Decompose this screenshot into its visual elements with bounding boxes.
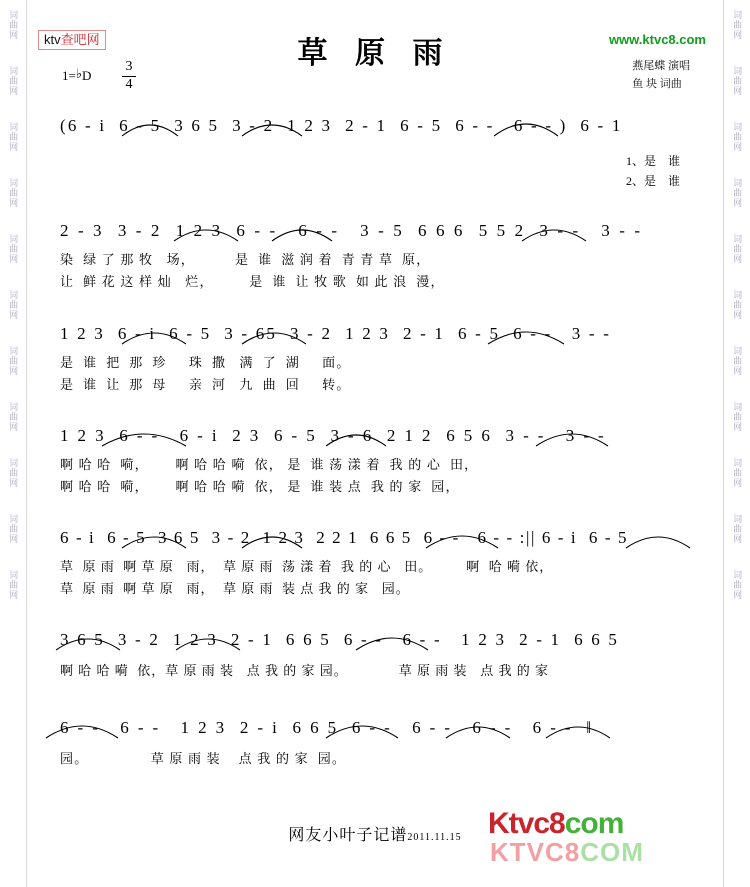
note-line: 6 - - 6 - - 1 2 3 2 - i 6 6 5 6 - - 6 - - 6 - - 6 - - ‖ (60, 718, 594, 737)
footer-logo-top (488, 807, 623, 841)
music-system (26, 522, 724, 596)
lyric-row (26, 660, 724, 682)
note-row (26, 624, 724, 654)
watermark-text: 词曲网 (8, 234, 19, 264)
watermark-text: 词曲网 (8, 178, 19, 208)
watermark-column-left (0, 0, 27, 887)
watermark-text: 词曲网 (8, 402, 19, 432)
music-system (26, 712, 724, 764)
ktv-logo-prefix: ktv (44, 32, 61, 47)
music-system (26, 624, 724, 676)
watermark-text: 词曲网 (732, 290, 743, 320)
watermark-text: 词曲网 (8, 66, 19, 96)
music-system (26, 420, 724, 494)
lyric-row (26, 556, 724, 578)
note-line: 6 - i 6 - 5 3 6 5 3 - 2 1 2 3 2 2 1 6 6 5 6 - - 6 - - :|| 6 - i 6 - 5 (60, 528, 629, 547)
watermark-text: 词曲网 (732, 402, 743, 432)
transcriber-name: 网友小叶子记谱 (288, 827, 408, 844)
watermark-text: 词曲网 (8, 570, 19, 600)
note-row (26, 420, 724, 450)
ktv-logo-suffix: 查吧网 (60, 32, 100, 47)
watermark-text: 词曲网 (732, 346, 743, 376)
watermark-text: 词曲网 (8, 514, 19, 544)
watermark-text: 词曲网 (8, 346, 19, 376)
note-line: 1 2 3 6 - - 6 - i 2 3 6 - 5 3 - 6 2 1 2 6 5 6 3 - - 3 - - (60, 426, 607, 445)
lyric-row (26, 249, 724, 271)
key-letter: D (81, 68, 92, 83)
note-line: 3 6 5 3 - 2 1 2 3 2 - 1 6 6 5 6 - - 6 - - 1 2 3 2 - 1 6 6 5 (60, 630, 620, 649)
watermark-text: 词曲网 (732, 514, 743, 544)
time-signature-numerator: 3 (125, 59, 133, 74)
lyric-line-verse2: 是 谁 让 那 母 亲 河 九 曲 回 转。 (60, 377, 351, 392)
site-url: www.ktvc8.com (608, 32, 706, 47)
lyric-line-verse1: 啊 哈 哈 嗬 依，草 原 雨 装 点 我 的 家 园。 草 原 雨 装 点 我 的 家 (60, 663, 550, 678)
flat-icon: ♭ (75, 66, 82, 81)
watermark-text: 词曲网 (732, 122, 743, 152)
credits-composer: 鱼 块 词曲 (632, 77, 682, 90)
note-line: 2 - 3 3 - 2 1 2 3 6 - - 6 - - 3 - 5 6 6 6 5 5 2 3 - - 3 - - (60, 221, 643, 240)
watermark-text: 词曲网 (732, 570, 743, 600)
note-row (26, 110, 724, 140)
music-system (26, 215, 724, 289)
credits-performer: 燕尾蝶 演唱 (632, 60, 690, 72)
lyric-row (26, 352, 724, 374)
note-row (26, 318, 724, 348)
watermark-column-right (723, 0, 750, 887)
time-signature-denominator: 4 (125, 76, 133, 92)
footer-logo-bottom (490, 837, 644, 868)
lyric-line-verse1: 啊 哈 哈 嗬， 啊 哈 哈 嗬 依， 是 谁 荡 漾 着 我 的 心 田， (60, 457, 479, 472)
footer-logo-top-green: com (564, 807, 624, 840)
music-system (26, 318, 724, 392)
watermark-text: 词曲网 (8, 122, 19, 152)
watermark-text: 词曲网 (8, 290, 19, 320)
footer-logo-bottom-text: KTVC8 (490, 837, 581, 867)
lyric-row (26, 578, 724, 600)
lyric-line-verse2: 啊 哈 哈 嗬， 啊 哈 哈 嗬 依， 是 谁 装 点 我 的 家 园， (60, 479, 460, 494)
lyric-row (26, 476, 724, 498)
lyric-row (26, 748, 724, 770)
footer-logo (488, 807, 678, 869)
lyric-row (26, 271, 724, 293)
credits (632, 58, 690, 93)
verse-label-1: 1、是 谁 (626, 154, 681, 168)
lyric-line-verse2: 让 鲜 花 这 样 灿 烂， 是 谁 让 牧 歌 如 此 浪 漫， (60, 274, 445, 289)
lyric-row (26, 374, 724, 396)
verse-label-2: 2、是 谁 (626, 174, 681, 188)
lyric-line-verse1: 草 原 雨 啊 草 原 雨， 草 原 雨 荡 漾 着 我 的 心 田。 啊 哈 嗬 依， (60, 559, 554, 574)
watermark-text: 词曲网 (8, 10, 19, 40)
lyric-row (26, 454, 724, 476)
watermark-text: 词曲网 (732, 458, 743, 488)
note-line: 1 2 3 6 - i 6 - 5 3 - 65 3 - 2 1 2 3 2 - 1 6 - 5 6 - - 3 - - (60, 324, 612, 343)
lyric-line-verse1: 是 谁 把 那 珍 珠 撒 满 了 湖 面。 (60, 355, 351, 370)
watermark-text: 词曲网 (732, 234, 743, 264)
key-label: 1= (62, 68, 76, 83)
lyric-line-verse1: 染 绿 了 那 牧 场， 是 谁 滋 润 着 青 青 草 原， (60, 252, 431, 267)
lyric-line-verse2: 草 原 雨 啊 草 原 雨， 草 原 雨 装 点 我 的 家 园。 (60, 581, 410, 596)
watermark-text: 词曲网 (732, 10, 743, 40)
music-system (26, 110, 724, 188)
transcriber-date: 2011.11.15 (407, 832, 462, 843)
key-signature (62, 66, 91, 84)
footer-logo-top-text: Ktvc8 (488, 807, 565, 840)
lyric-line-verse1: 园。 草 原 雨 装 点 我 的 家 园。 (60, 751, 347, 766)
note-row (26, 215, 724, 245)
time-signature (122, 60, 136, 92)
footer-logo-bottom-green: COM (580, 837, 644, 867)
watermark-text: 词曲网 (732, 178, 743, 208)
watermark-text: 词曲网 (8, 458, 19, 488)
note-row (26, 522, 724, 552)
watermark-text: 词曲网 (732, 66, 743, 96)
score-sheet (26, 0, 724, 887)
page-title: 草 原 雨 (297, 37, 453, 70)
note-line: (6 - i 6 - 5 3 6 5 3 - 2 1 2 3 2 - 1 6 - 5 6 - - 6 - - ) 6 - 1 (60, 116, 623, 135)
note-row (26, 712, 724, 742)
